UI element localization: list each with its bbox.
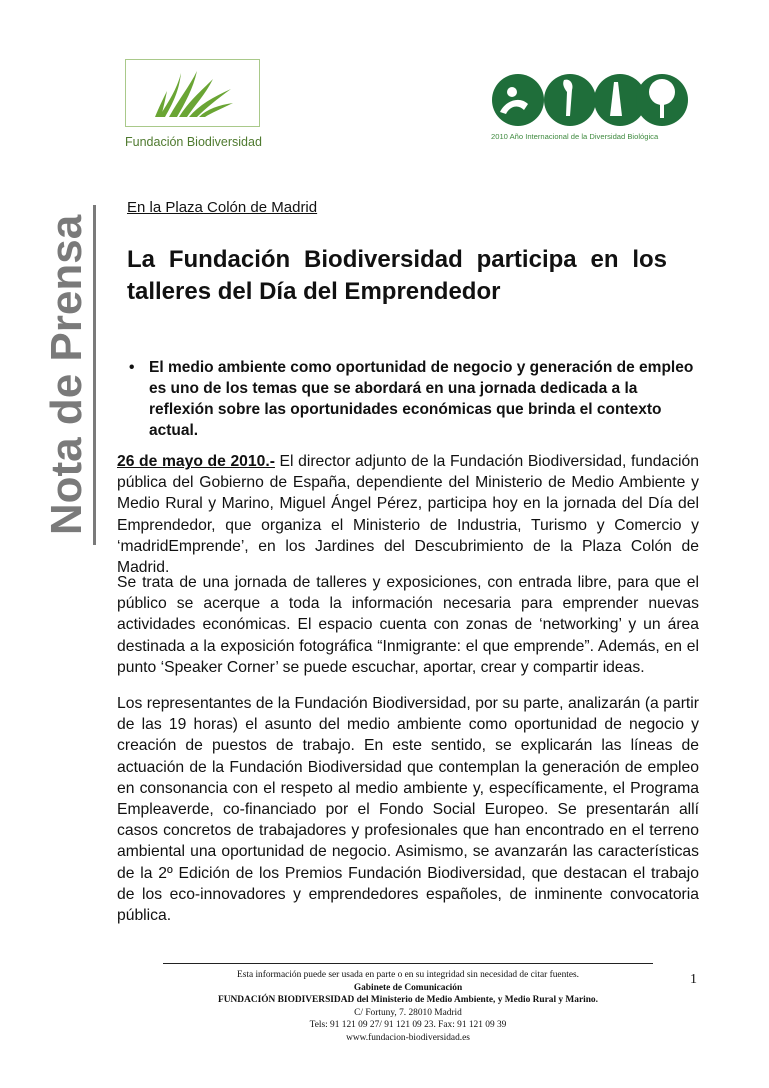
footer-divider [163, 963, 653, 964]
summary-bullet [127, 357, 697, 441]
footer-address: C/ Fortuny, 7. 28010 Madrid [354, 1007, 462, 1018]
press-release-vertical-title: Nota de Prensa [43, 205, 96, 545]
fundacion-biodiversidad-logo [125, 59, 260, 152]
bullet-icon: • [129, 359, 135, 376]
footer [163, 969, 653, 1044]
body-paragraph-2: Se trata de una jornada de talleres y exposiciones, con entrada libre, para que el público se acerque a toda la información necesaria para emprender nuevas actividades económicas. El espacio cuenta con zonas de ‘networking’ y un área destinada a la exposición fotográfica “Inmigrante: el que emprende”. Además, en el punto ‘Speaker Corner’ se puede escuchar, aportar, crear y compartir ideas. [117, 574, 699, 676]
year-2010-logo [488, 66, 698, 146]
body-paragraph-3: Los representantes de la Fundación Biodiversidad, por su parte, analizarán (a partir de las 19 horas) el asunto del medio ambiente como oportunidad de negocio y creación de puestos de trabajo. En este sentido, se explicarán las líneas de actuación de la Fundación Biodiversidad que contemplan la generación de empleo en consonancia con el respeto al medio ambiente y, específicamente, el Programa Empleaverde, co-financiado por el Fondo Social Europeo. Se presentarán allí casos concretos de trabajadores y profesionales que han encontrado en el terreno ambiental una oportunidad de negocio. Asimismo, se avanzarán las características de la 2º Edición de los Premios Fundación Biodiversidad, que destacan el trabajo de los eco-innovadores y emprendedores españoles, de inminente convocatoria pública. [117, 695, 699, 925]
footer-office: Gabinete de Comunicación [353, 982, 463, 993]
summary-bullet-text: El medio ambiente como oportunidad de negocio y generación de empleo es uno de los temas que se abordará en una jornada dedicada a la reflexión sobre las oportunidades económicas que brinda el contexto actual. [149, 359, 694, 439]
body-paragraph-1 [117, 451, 699, 578]
logo-name: Fundación Biodiversidad [125, 135, 262, 149]
page-number: 1 [690, 972, 697, 987]
footer-disclaimer: Esta información puede ser usada en parte o en su integridad sin necesidad de citar fuentes. [236, 970, 580, 980]
footer-organization: FUNDACIÓN BIODIVERSIDAD del Ministerio de Medio Ambiente, y Medio Rural y Marino. [218, 995, 598, 1005]
dateline: En la Plaza Colón de Madrid [127, 199, 318, 216]
grass-icon [155, 67, 235, 119]
summary-bullets [127, 357, 697, 441]
paragraph-1-text: El director adjunto de la Fundación Biodiversidad, fundación pública del Gobierno de España, dependiente del Ministerio de Medio Ambiente y Medio Rural y Marino, Miguel Ángel Pérez, participa hoy en la jornada del Día del Emprendedor, que organiza el Ministerio de Industria, Turismo y Comercio y ‘madridEmprende’, en los Jardines del Descubrimiento de la Plaza Colón de Madrid. [117, 453, 699, 577]
paragraph-date-lead: 26 de mayo de 2010.- [117, 453, 275, 470]
headline: La Fundación Biodiversidad participa en los talleres del Día del Emprendedor [127, 246, 667, 305]
biodiversity-2010-icon [488, 66, 698, 132]
footer-website: www.fundacion-biodiversidad.es [346, 1032, 470, 1043]
footer-phones: Tels: 91 121 09 27/ 91 121 09 23. Fax: 91 121 09 39 [309, 1020, 507, 1030]
logo-caption: 2010 Año Internacional de la Diversidad Biológica [491, 132, 659, 141]
